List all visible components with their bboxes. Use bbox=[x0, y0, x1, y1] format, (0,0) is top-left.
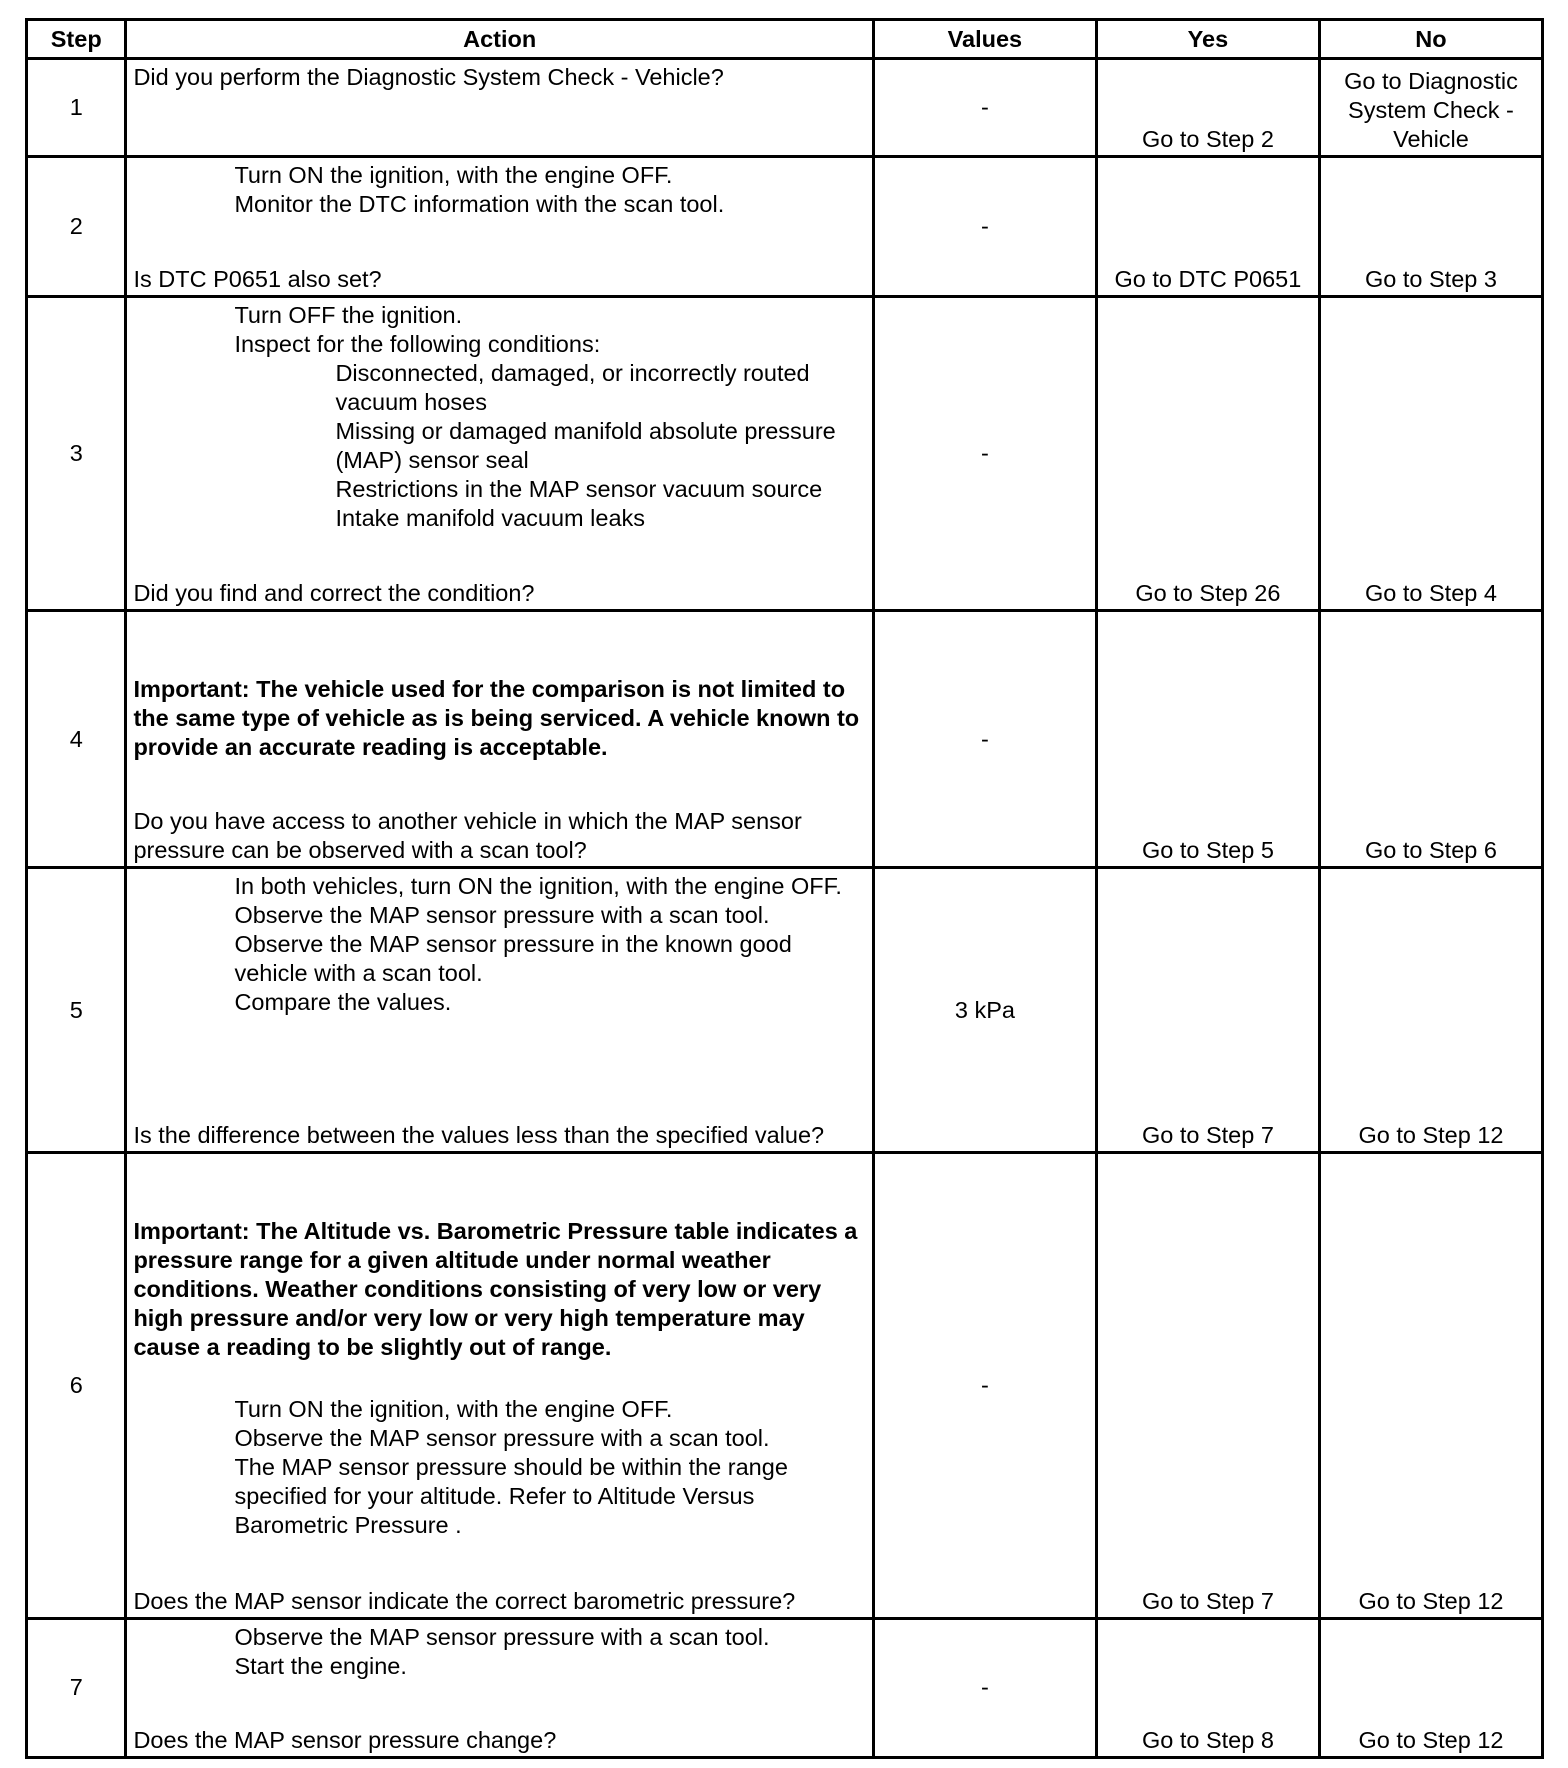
no-cell: Go to Step 12 bbox=[1319, 868, 1542, 1153]
important-note: Important: The Altitude vs. Barometric Pressure table indicates a pressure range for a given altitude under normal weather conditions. Weather conditions consisting of very low or very high pressure and/or very low or very high temperature may cause a reading to be slightly out of range. bbox=[133, 1218, 858, 1361]
value-cell: - bbox=[873, 1153, 1096, 1619]
action-cell bbox=[126, 296, 873, 610]
action-cell bbox=[126, 1153, 873, 1619]
action-cell bbox=[126, 611, 873, 868]
step-number: 5 bbox=[27, 868, 126, 1153]
header-values: Values bbox=[873, 20, 1096, 59]
header-no: No bbox=[1319, 20, 1542, 59]
yes-cell: Go to Step 26 bbox=[1096, 296, 1319, 610]
table-row bbox=[27, 156, 1543, 296]
no-cell: Go to Step 6 bbox=[1319, 611, 1542, 868]
step-number: 7 bbox=[27, 1618, 126, 1757]
no-cell: Go to Step 12 bbox=[1319, 1618, 1542, 1757]
no-cell: Go to Step 12 bbox=[1319, 1153, 1542, 1619]
action-subline: Disconnected, damaged, or incorrectly routed vacuum hoses bbox=[335, 359, 810, 415]
value-cell: 3 kPa bbox=[873, 868, 1096, 1153]
no-cell: Go to Step 4 bbox=[1319, 296, 1542, 610]
header-yes: Yes bbox=[1096, 20, 1319, 59]
value-cell: - bbox=[873, 296, 1096, 610]
yes-cell: Go to Step 8 bbox=[1096, 1618, 1319, 1757]
action-line: Observe the MAP sensor pressure with a scan tool. bbox=[234, 902, 770, 929]
action-line: Inspect for the following conditions: bbox=[234, 330, 601, 357]
action-question: Is DTC P0651 also set? bbox=[133, 265, 382, 292]
table-row bbox=[27, 611, 1543, 868]
action-question: Is the difference between the values less than the specified value? bbox=[133, 1122, 825, 1149]
action-subline: Restrictions in the MAP sensor vacuum source bbox=[335, 475, 823, 502]
action-question: Does the MAP sensor pressure change? bbox=[133, 1727, 557, 1753]
action-question: Do you have access to another vehicle in which the MAP sensor pressure can be observed with a scan tool? bbox=[133, 808, 802, 864]
action-line: Turn ON the ignition, with the engine OFF. bbox=[234, 1396, 673, 1423]
no-cell: Go to Step 3 bbox=[1319, 156, 1542, 296]
table-row bbox=[27, 868, 1543, 1153]
action-line: Observe the MAP sensor pressure with a scan tool. bbox=[234, 1623, 770, 1650]
action-cell bbox=[126, 156, 873, 296]
value-cell: - bbox=[873, 611, 1096, 868]
table-row bbox=[27, 59, 1543, 157]
value-cell: - bbox=[873, 156, 1096, 296]
yes-cell: Go to Step 7 bbox=[1096, 868, 1319, 1153]
action-line: Compare the values. bbox=[234, 989, 452, 1016]
diagnostic-table-container bbox=[25, 18, 1544, 1759]
action-line: Start the engine. bbox=[234, 1652, 407, 1679]
yes-cell: Go to DTC P0651 bbox=[1096, 156, 1319, 296]
yes-cell: Go to Step 5 bbox=[1096, 611, 1319, 868]
header-step: Step bbox=[27, 20, 126, 59]
action-line: Observe the MAP sensor pressure with a scan tool. bbox=[234, 1425, 770, 1452]
action-cell bbox=[126, 59, 873, 157]
action-question: Does the MAP sensor indicate the correct barometric pressure? bbox=[133, 1587, 796, 1614]
table-row bbox=[27, 1618, 1543, 1757]
table-row bbox=[27, 1153, 1543, 1619]
yes-cell: Go to Step 2 bbox=[1096, 59, 1319, 157]
action-question: Did you find and correct the condition? bbox=[133, 580, 535, 607]
action-subline: Missing or damaged manifold absolute pressure (MAP) sensor seal bbox=[335, 417, 836, 473]
step-number: 2 bbox=[27, 156, 126, 296]
diagnostic-table bbox=[25, 18, 1544, 1759]
action-cell bbox=[126, 868, 873, 1153]
value-cell: - bbox=[873, 1618, 1096, 1757]
action-line: In both vehicles, turn ON the ignition, with the engine OFF. bbox=[234, 873, 842, 900]
action-subline: Intake manifold vacuum leaks bbox=[335, 504, 646, 531]
action-cell bbox=[126, 1618, 873, 1757]
header-action: Action bbox=[126, 20, 873, 59]
action-line: Monitor the DTC information with the scan tool. bbox=[234, 190, 725, 217]
step-number: 1 bbox=[27, 59, 126, 157]
important-note: Important: The vehicle used for the comparison is not limited to the same type of vehicle as is being serviced. A vehicle known to provide an accurate reading is acceptable. bbox=[133, 676, 860, 761]
step-number: 6 bbox=[27, 1153, 126, 1619]
value-cell: - bbox=[873, 59, 1096, 157]
action-line: Turn OFF the ignition. bbox=[234, 301, 463, 328]
step-number: 3 bbox=[27, 296, 126, 610]
action-line: Observe the MAP sensor pressure in the known good vehicle with a scan tool. bbox=[234, 931, 792, 987]
yes-cell: Go to Step 7 bbox=[1096, 1153, 1319, 1619]
table-row bbox=[27, 296, 1543, 610]
action-line: The MAP sensor pressure should be within the range specified for your altitude. Refer to Altitude Versus Barometric Pressure . bbox=[234, 1454, 788, 1539]
action-line: Turn ON the ignition, with the engine OFF. bbox=[234, 161, 673, 188]
no-cell: Go to Diagnostic System Check - Vehicle bbox=[1319, 59, 1542, 157]
step-number: 4 bbox=[27, 611, 126, 868]
header-row bbox=[27, 20, 1543, 59]
action-question: Did you perform the Diagnostic System Check - Vehicle? bbox=[133, 64, 724, 90]
